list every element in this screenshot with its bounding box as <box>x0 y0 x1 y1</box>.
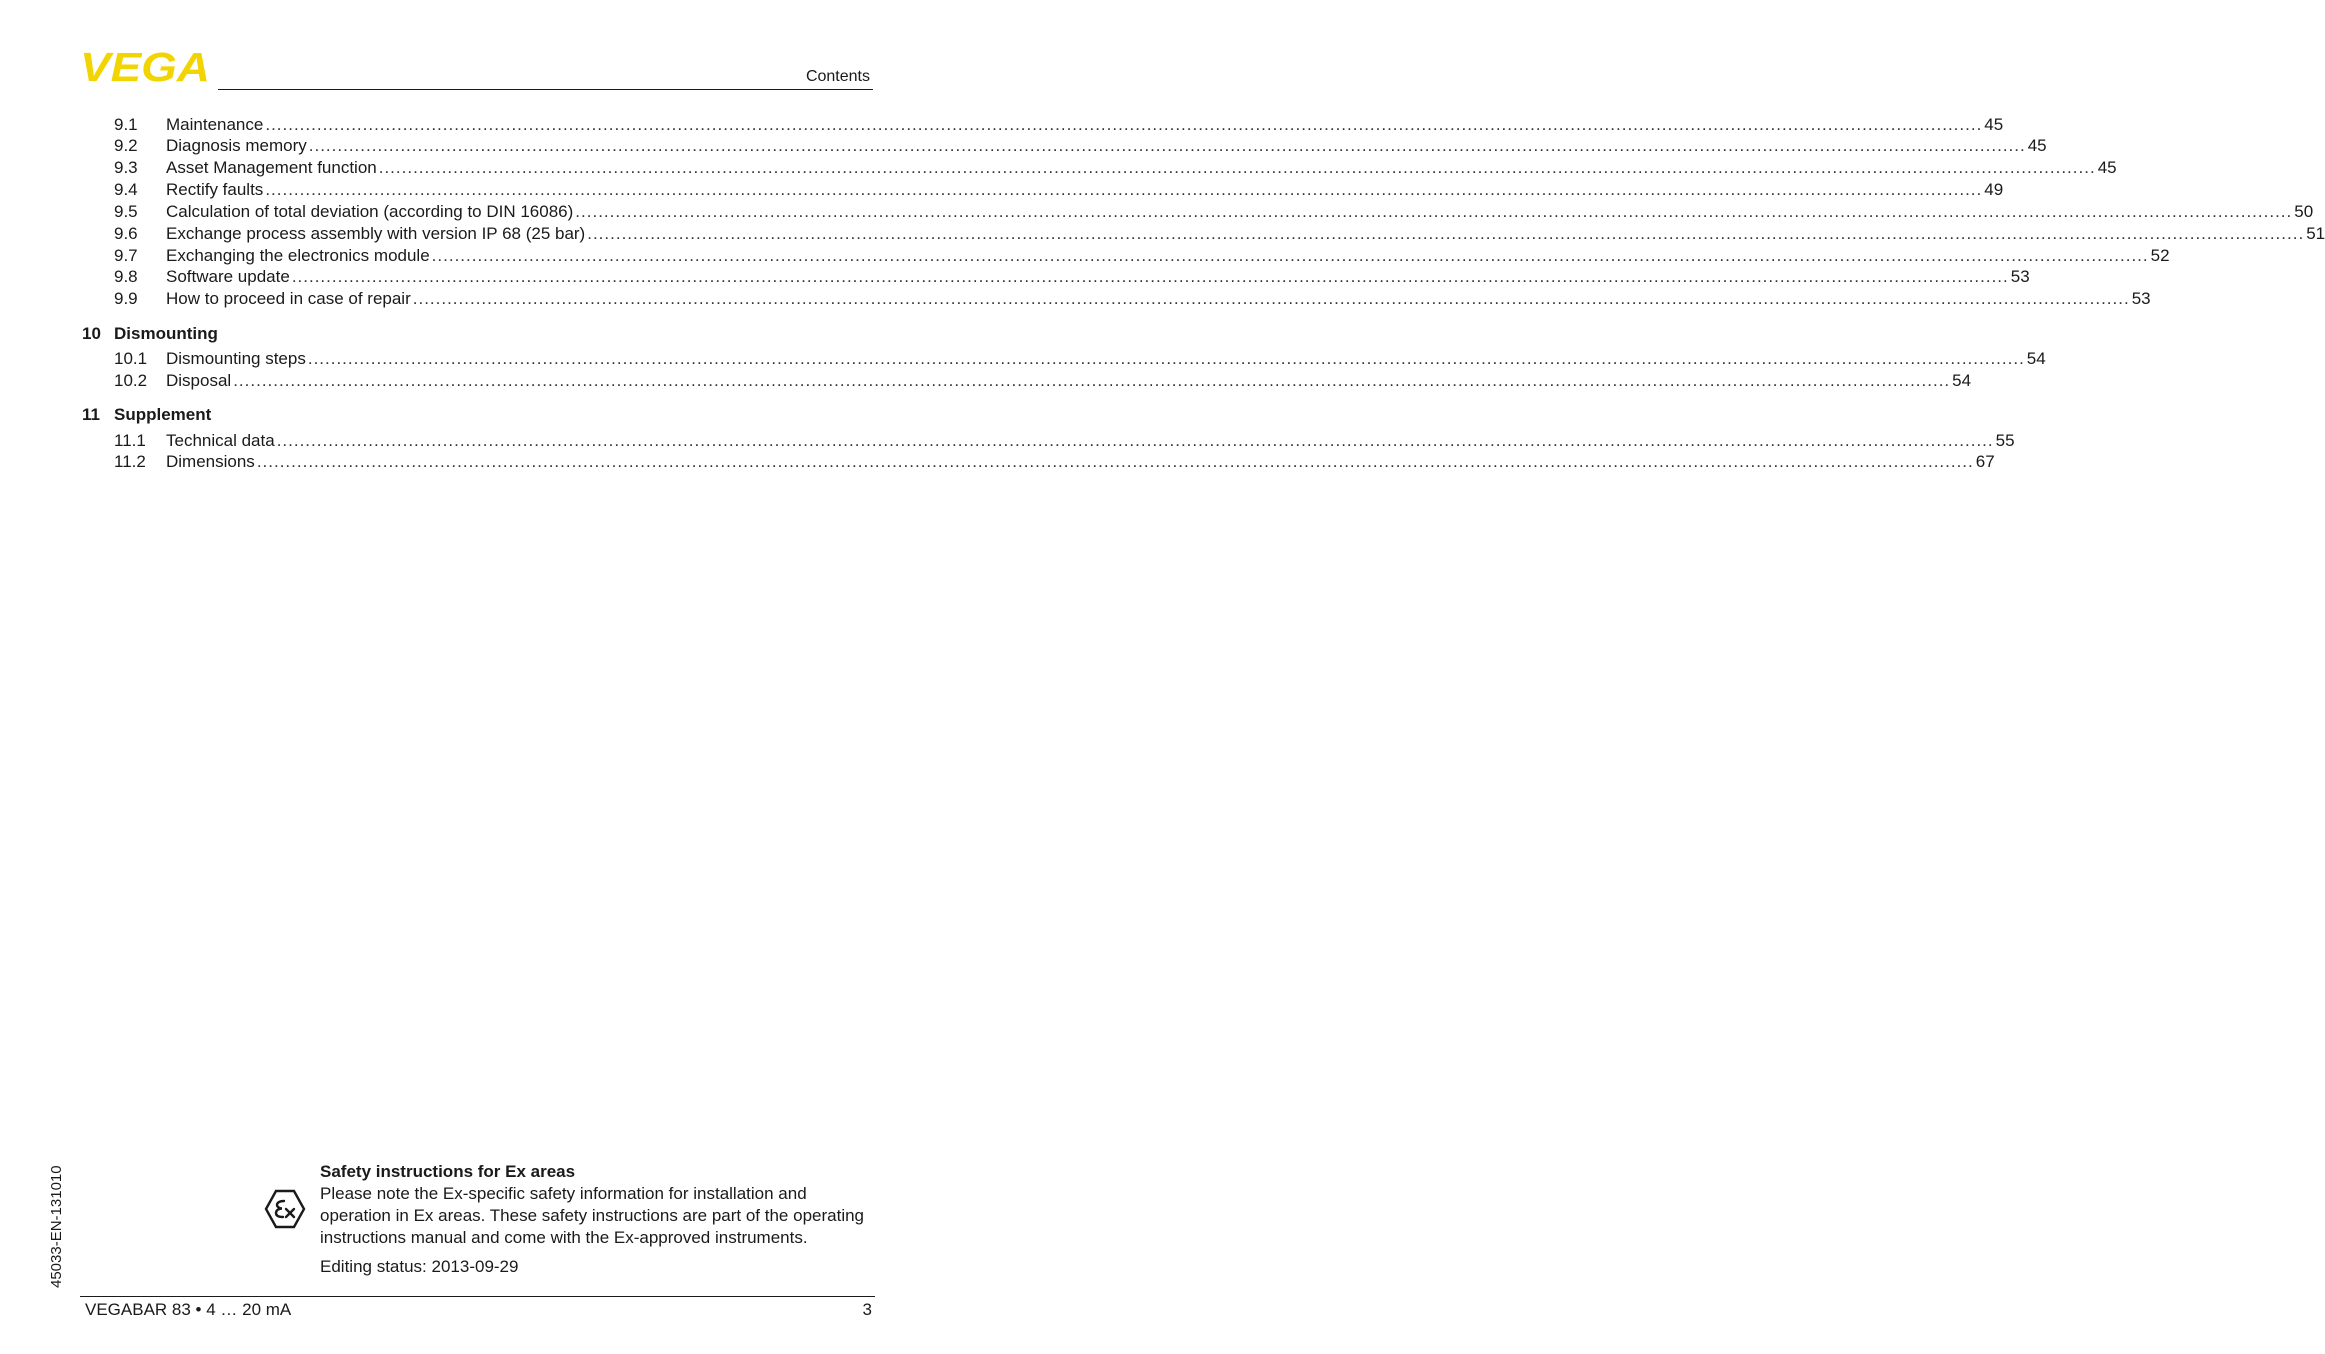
toc-entry-title: How to proceed in case of repair <box>166 289 411 308</box>
toc-entry-number: 9.9 <box>114 289 138 308</box>
toc-entry-page: 45 <box>1984 115 2004 134</box>
toc-entry-number: 10.1 <box>114 349 148 368</box>
toc-entry-number: 11.2 <box>114 452 146 471</box>
toc-entry-9-7[interactable] <box>114 245 2170 267</box>
toc-entry-number: 9.6 <box>114 224 138 243</box>
toc-entry-10-2[interactable] <box>114 370 1972 392</box>
notice-title: Safety instructions for Ex areas <box>320 1162 576 1181</box>
leader-dots: ............................................................................................................................................................................................................................................................................................................ <box>412 289 2130 308</box>
leader-dots: ............................................................................................................................................................................................................................................................................................................ <box>587 224 2305 243</box>
toc-entry-number: 9.4 <box>114 180 138 199</box>
toc-entry-title: Diagnosis memory <box>166 136 307 155</box>
chapter-number: 11 <box>82 405 100 424</box>
toc-entry-9-4[interactable] <box>114 179 2004 201</box>
toc-entry-title: Calculation of total deviation (according to DIN 16086) <box>166 202 574 221</box>
toc-entry-number: 11.1 <box>114 431 146 450</box>
toc-entry-title: Software update <box>166 267 290 286</box>
editing-status: Editing status: 2013-09-29 <box>320 1257 519 1276</box>
toc-entry-page: 49 <box>1984 180 2004 199</box>
leader-dots: ............................................................................................................................................................................................................................................................................................................ <box>291 267 2009 286</box>
leader-dots: ............................................................................................................................................................................................................................................................................................................ <box>307 349 2025 368</box>
toc-entry-11-2[interactable] <box>114 451 1995 473</box>
notice-body: Please note the Ex-specific safety information for installation and operation in Ex areas. These safety instructions are part of the operating instructions manual and come with the Ex-approved instruments. <box>320 1184 864 1247</box>
toc-entry-number: 9.7 <box>114 246 138 265</box>
leader-dots: ............................................................................................................................................................................................................................................................................................................ <box>233 371 1951 390</box>
toc-entry-number: 9.5 <box>114 202 138 221</box>
toc-entry-9-8[interactable] <box>114 266 2030 288</box>
toc-entry-page: 45 <box>2027 136 2047 155</box>
toc-entry-title: Disposal <box>166 371 232 390</box>
leader-dots: ............................................................................................................................................................................................................................................................................................................ <box>276 431 1994 450</box>
toc-entry-9-3[interactable] <box>114 157 2117 179</box>
toc-entry-title: Exchanging the electronics module <box>166 246 430 265</box>
leader-dots: ............................................................................................................................................................................................................................................................................................................ <box>575 202 2293 221</box>
document-code: 45033-EN-131010 <box>48 1165 65 1288</box>
toc-entry-page: 54 <box>1952 371 1972 390</box>
leader-dots: ............................................................................................................................................................................................................................................................................................................ <box>256 452 1974 471</box>
leader-dots: ............................................................................................................................................................................................................................................................................................................ <box>265 115 1983 134</box>
toc-entry-title: Dismounting steps <box>166 349 306 368</box>
toc-entry-title: Rectify faults <box>166 180 264 199</box>
toc-entry-number: 9.8 <box>114 267 138 286</box>
toc-entry-9-5[interactable] <box>114 201 2314 223</box>
toc-chapter-11[interactable] <box>82 404 211 426</box>
footer-product: VEGABAR 83 • 4 … 20 mA <box>85 1300 292 1319</box>
toc-entry-page: 53 <box>2131 289 2151 308</box>
toc-entry-9-6[interactable] <box>114 223 2325 245</box>
toc-entry-title: Dimensions <box>166 452 255 471</box>
toc-entry-9-9[interactable] <box>114 288 2151 310</box>
toc-entry-page: 50 <box>2294 202 2314 221</box>
ex-area-icon <box>264 1189 306 1229</box>
chapter-title: Dismounting <box>114 324 218 343</box>
ex-safety-notice <box>320 1161 876 1278</box>
chapter-title: Supplement <box>114 405 212 424</box>
toc-entry-page: 52 <box>2150 246 2170 265</box>
toc-entry-number: 9.2 <box>114 136 138 155</box>
toc-entry-page: 45 <box>2097 158 2117 177</box>
page-number: 3 <box>862 1300 872 1319</box>
toc-entry-9-1[interactable] <box>114 114 2004 136</box>
toc-entry-9-2[interactable] <box>114 135 2047 157</box>
logo-wordmark: VEGA <box>80 44 210 90</box>
toc-entry-number: 9.1 <box>114 115 138 134</box>
toc-entry-page: 55 <box>1995 431 2015 450</box>
toc-entry-title: Exchange process assembly with version IP 68 (25 bar) <box>166 224 586 243</box>
toc-entry-page: 54 <box>2026 349 2046 368</box>
toc-entry-10-1[interactable] <box>114 348 2046 370</box>
toc-entry-title: Technical data <box>166 431 275 450</box>
header-rule <box>218 89 873 90</box>
toc-entry-page: 53 <box>2010 267 2030 286</box>
toc-entry-number: 9.3 <box>114 158 138 177</box>
toc-entry-page: 67 <box>1975 452 1995 471</box>
toc-entry-page: 51 <box>2306 224 2325 243</box>
vega-logo <box>80 44 212 90</box>
toc-chapter-10[interactable] <box>82 323 218 345</box>
chapter-number: 10 <box>82 324 101 343</box>
leader-dots: ............................................................................................................................................................................................................................................................................................................ <box>265 180 1983 199</box>
toc-entry-number: 10.2 <box>114 371 148 390</box>
toc-entry-title: Maintenance <box>166 115 264 134</box>
toc-entry-title: Asset Management function <box>166 158 377 177</box>
leader-dots: ............................................................................................................................................................................................................................................................................................................ <box>378 158 2096 177</box>
toc-entry-11-1[interactable] <box>114 430 2015 452</box>
footer-rule <box>80 1296 875 1297</box>
header-section-title: Contents <box>805 68 870 85</box>
leader-dots: ............................................................................................................................................................................................................................................................................................................ <box>308 136 2026 155</box>
leader-dots: ............................................................................................................................................................................................................................................................................................................ <box>431 246 2149 265</box>
